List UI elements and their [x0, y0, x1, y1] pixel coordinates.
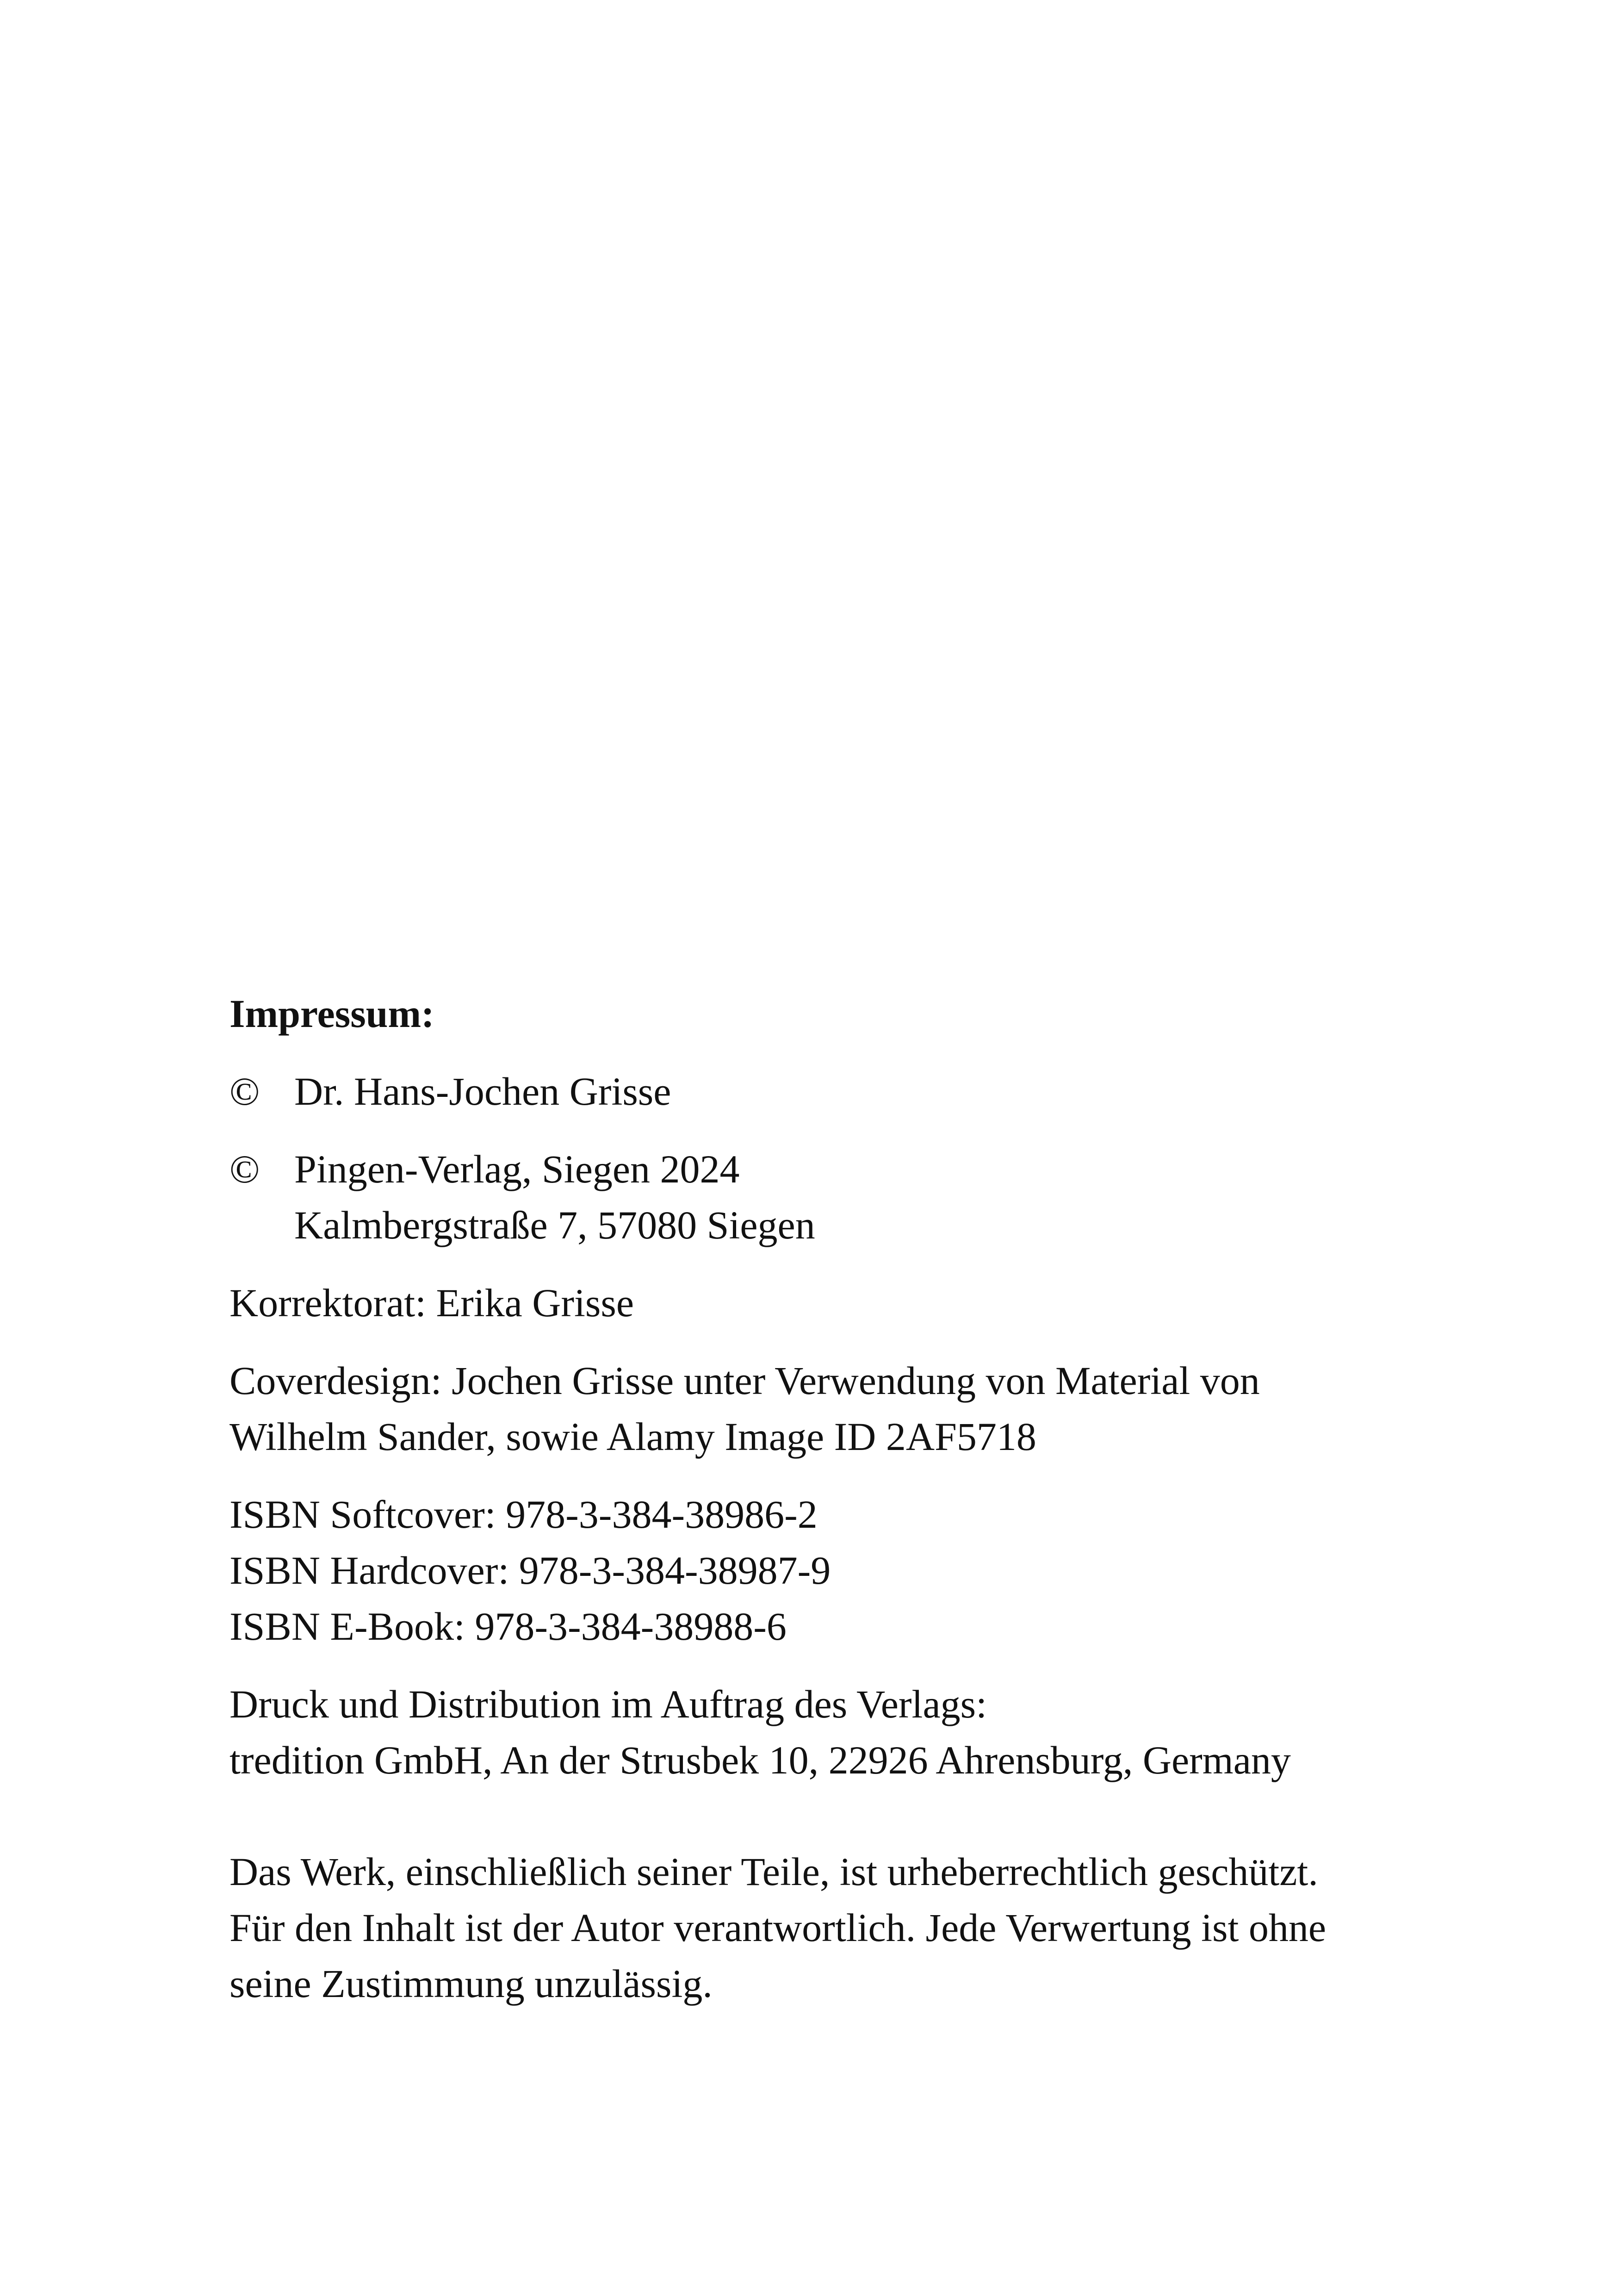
cover-design-line-2: Wilhelm Sander, sowie Alamy Image ID 2AF5718: [229, 1414, 1036, 1459]
cover-design-block: [229, 1353, 1479, 1465]
isbn-block: [229, 1487, 1479, 1655]
author-name: Dr. Hans-Jochen Grisse: [294, 1069, 671, 1114]
imprint-heading: Impressum:: [229, 991, 434, 1036]
copyright-symbol: ©: [229, 1069, 260, 1114]
proofreading-block: [229, 1275, 1479, 1331]
rights-line-1: Das Werk, einschließlich seiner Teile, ist urheberrechtlich geschützt.: [229, 1849, 1318, 1894]
rights-line-2: Für den Inhalt ist der Autor verantwortlich. Jede Verwertung ist ohne: [229, 1905, 1327, 1950]
rights-block: [229, 1844, 1479, 2012]
publisher-address: Kalmbergstraße 7, 57080 Siegen: [294, 1203, 815, 1247]
isbn-ebook: ISBN E-Book: 978-3-384-38988-6: [229, 1604, 787, 1649]
distribution-line-2: tredition GmbH, An der Strusbek 10, 22926 Ahrensburg, Germany: [229, 1738, 1291, 1782]
publisher-name: Pingen-Verlag, Siegen 2024: [294, 1147, 740, 1191]
author-copyright-text: [294, 1064, 671, 1120]
isbn-hardcover: ISBN Hardcover: 978-3-384-38987-9: [229, 1548, 831, 1593]
distribution-block: [229, 1676, 1479, 1788]
isbn-softcover: ISBN Softcover: 978-3-384-38986-2: [229, 1492, 818, 1537]
publisher-copyright-text: [294, 1141, 815, 1253]
proofreading-line: Korrektorat: Erika Grisse: [229, 1281, 634, 1325]
imprint-section: [229, 986, 1479, 2034]
cover-design-line-1: Coverdesign: Jochen Grisse unter Verwendung von Material von: [229, 1358, 1260, 1403]
publisher-copyright: [229, 1141, 1479, 1253]
author-copyright: [229, 1064, 1479, 1120]
copyright-symbol: ©: [229, 1147, 260, 1191]
distribution-line-1: Druck und Distribution im Auftrag des Verlags:: [229, 1682, 987, 1726]
rights-line-3: seine Zustimmung unzulässig.: [229, 1961, 713, 2006]
